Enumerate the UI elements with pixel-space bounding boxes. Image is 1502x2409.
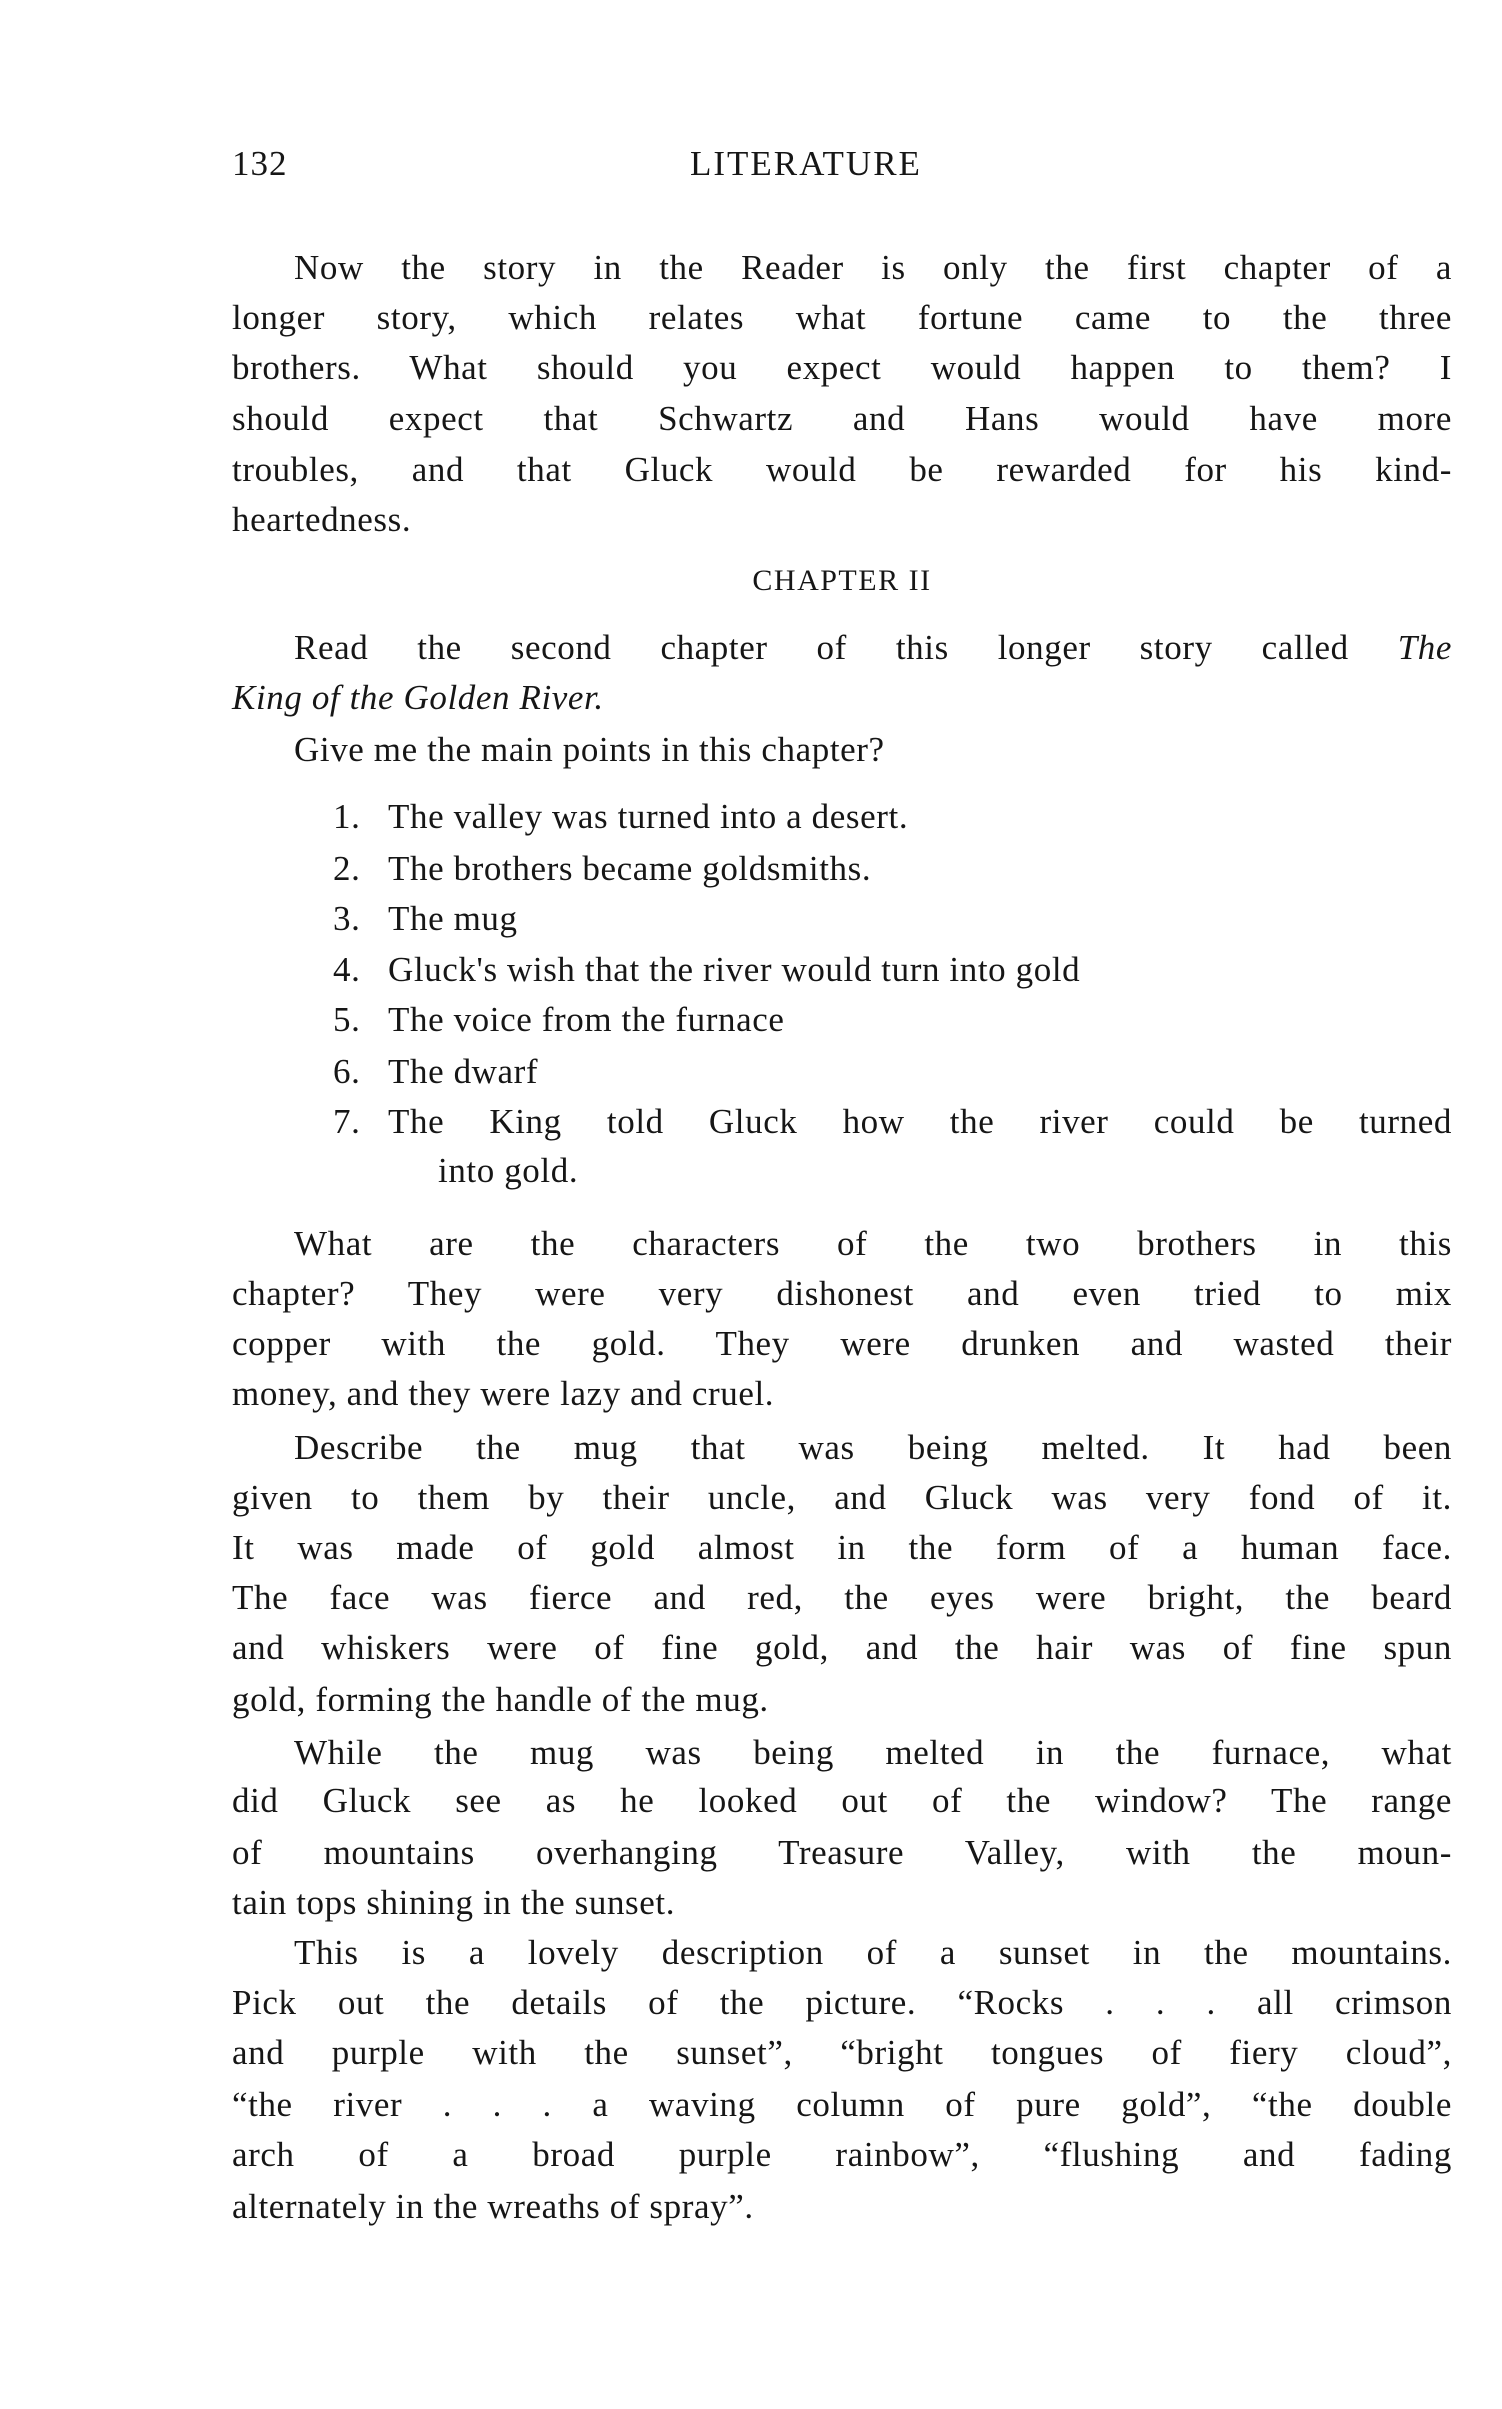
text-line: It was made of gold almost in the form of a human face.: [232, 1528, 1452, 1567]
list-item: [333, 847, 871, 891]
list-text: Gluck's wish that the river would turn into gold: [388, 950, 1081, 989]
text-line: brothers. What should you expect would happen to them? I: [232, 348, 1452, 387]
text-line: The face was fierce and red, the eyes were bright, the beard: [232, 1578, 1452, 1617]
text-line: did Gluck see as he looked out of the window? The range: [232, 1781, 1452, 1820]
text-line: “the river . . . a waving column of pure gold”, “the double: [232, 2085, 1452, 2124]
list-item: [333, 795, 908, 839]
text-line: Pick out the details of the picture. “Rocks . . . all crimson: [232, 1983, 1452, 2022]
running-title: LITERATURE: [690, 144, 922, 183]
text-line: arch of a broad purple rainbow”, “flushing and fading: [232, 2135, 1452, 2174]
text-line: What are the characters of the two brothers in this: [294, 1224, 1452, 1263]
text-line: [294, 626, 1452, 670]
text-line: of mountains overhanging Treasure Valley, with the moun-: [232, 1833, 1452, 1872]
list-item: [333, 1100, 388, 1144]
text-line: Describe the mug that was being melted. It had been: [294, 1428, 1452, 1467]
list-number: 2.: [333, 849, 361, 888]
text-line: This is a lovely description of a sunset in the mountains.: [294, 1933, 1452, 1972]
read-text: Read the second chapter of this longer story called: [294, 628, 1349, 667]
list-text: The dwarf: [388, 1052, 539, 1091]
text-line: and purple with the sunset”, “bright tongues of fiery cloud”,: [232, 2033, 1452, 2072]
question-line: Give me the main points in this chapter?: [294, 730, 885, 769]
list-number: 7.: [333, 1102, 361, 1141]
book-title-part: King of the Golden River.: [232, 678, 604, 717]
list-number: 3.: [333, 899, 361, 938]
text-line: heartedness.: [232, 500, 412, 539]
text-line: While the mug was being melted in the furnace, what: [294, 1733, 1452, 1772]
text-line: copper with the gold. They were drunken and wasted their: [232, 1324, 1452, 1363]
text-line: money, and they were lazy and cruel.: [232, 1374, 775, 1413]
list-text: The mug: [388, 899, 518, 938]
text-line: longer story, which relates what fortune came to the three: [232, 298, 1452, 337]
text-line: tain tops shining in the sunset.: [232, 1883, 676, 1922]
page-number: 132: [232, 144, 288, 183]
text-line: Now the story in the Reader is only the first chapter of a: [294, 248, 1452, 287]
list-number: 5.: [333, 1000, 361, 1039]
list-number: 4.: [333, 950, 361, 989]
list-number: 6.: [333, 1052, 361, 1091]
text-line: chapter? They were very dishonest and even tried to mix: [232, 1274, 1452, 1313]
list-item: [333, 1050, 538, 1094]
text-line: gold, forming the handle of the mug.: [232, 1680, 769, 1719]
list-item: [333, 948, 1080, 992]
chapter-heading: CHAPTER II: [752, 564, 932, 597]
list-item: [333, 998, 785, 1042]
text-line: alternately in the wreaths of spray”.: [232, 2187, 754, 2226]
text-line: [232, 676, 1452, 720]
book-title-part: The: [1397, 628, 1452, 667]
text-line: troubles, and that Gluck would be rewarded for his kind-: [232, 450, 1452, 489]
list-text: The King told Gluck how the river could be turned: [388, 1102, 1452, 1141]
list-text: The valley was turned into a desert.: [388, 797, 909, 836]
text-line: and whiskers were of fine gold, and the hair was of fine spun: [232, 1628, 1452, 1667]
text-line: given to them by their uncle, and Gluck was very fond of it.: [232, 1478, 1452, 1517]
list-text-continued: into gold.: [438, 1151, 579, 1190]
list-text: The voice from the furnace: [388, 1000, 785, 1039]
list-number: 1.: [333, 797, 361, 836]
text-line: should expect that Schwartz and Hans would have more: [232, 399, 1452, 438]
list-text: The brothers became goldsmiths.: [388, 849, 872, 888]
list-item: [333, 897, 518, 941]
